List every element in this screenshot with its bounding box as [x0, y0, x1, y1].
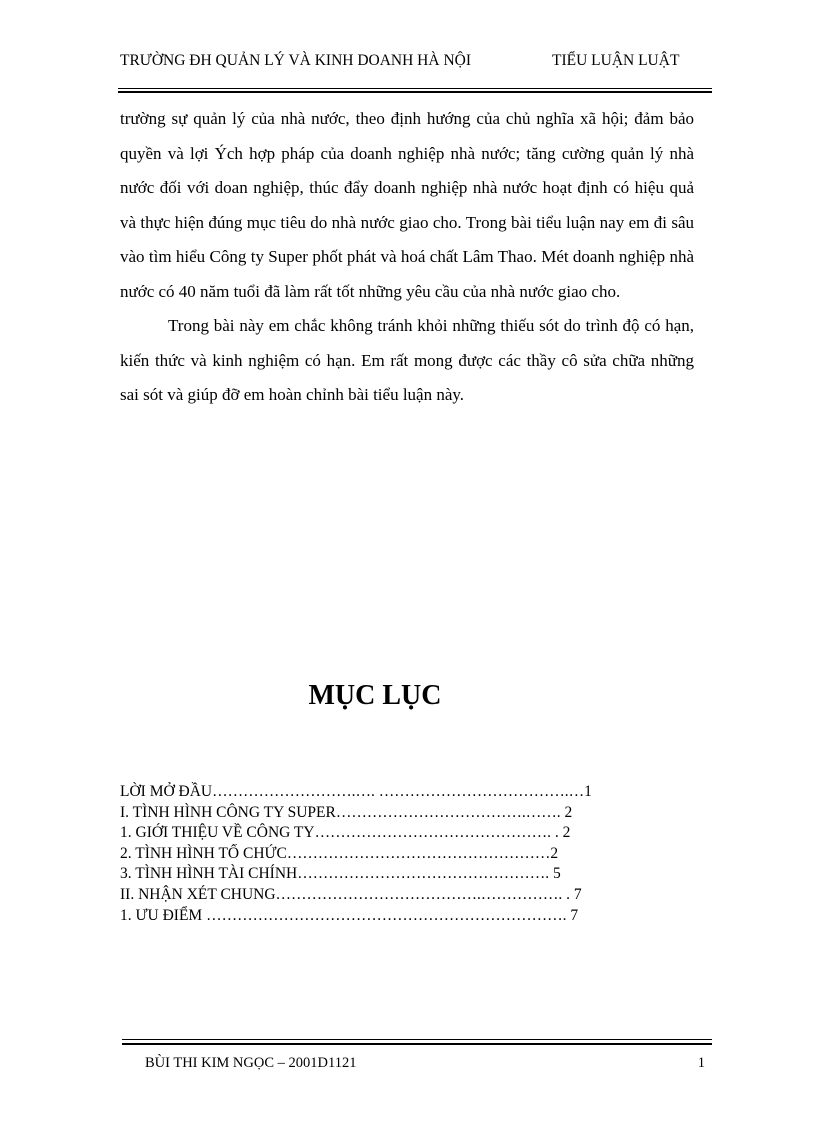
toc-entry-section-2: II. NHẬN XÉT CHUNG………………………………….……………. . 7	[120, 885, 582, 903]
toc-title: MỤC LỤC	[308, 680, 442, 711]
toc-entry-company-intro: 1. GIỚI THIỆU VỀ CÔNG TY………………………………………. . 2	[120, 824, 571, 842]
page-number: 1	[697, 1055, 705, 1071]
paragraph-2: Trong bài này em chắc không tránh khỏi những thiếu sót do trình độ có hạn, kiến thức và kinh nghiệm có hạn. Em rất mong được các thầy cô sửa chữa những sai sót và giúp đỡ em hoàn chỉnh bài tiểu luận này.	[120, 316, 694, 404]
page-header	[120, 52, 696, 74]
toc-entry-finance: 3. TÌNH HÌNH TÀI CHÍNH…………………………………………. 5	[120, 865, 561, 883]
header-document-type: TIỂU LUẬN LUẬT	[552, 52, 680, 69]
footer-author: BÙI THI KIM NGỌC – 2001D1121	[145, 1055, 357, 1071]
toc-entry-advantages: 1. ƯU ĐIỂM ……………………………………………………………. 7	[120, 906, 579, 924]
toc-entry-organization: 2. TÌNH HÌNH TỔ CHỨC……………………………………………2	[120, 844, 559, 862]
toc-entry-intro: LỜI MỞ ĐẦU……………………….…. ……………………………….…1	[120, 783, 592, 800]
header-school-name: TRƯỜNG ĐH QUẢN LÝ VÀ KINH DOANH HÀ NỘI	[120, 52, 471, 69]
header-divider	[118, 88, 712, 93]
footer-divider	[122, 1039, 712, 1045]
toc-entry-section-1: I. TÌNH HÌNH CÔNG TY SUPER……………………………….……. 2	[120, 803, 573, 821]
body-text	[120, 102, 694, 413]
table-of-contents	[120, 782, 696, 926]
paragraph-1: trường sự quản lý của nhà nước, theo định hướng của chủ nghĩa xã hội; đảm bảo quyền và lợi Ých hợp pháp của doanh nghiệp nhà nước; tăng cường quản lý nhà nước đối với doan nghiệp, thúc đẩy doanh nghiệp nhà nước hoạt định có hiệu quả và thực hiện đúng mục tiêu do nhà nước giao cho. Trong bài tiểu luận nay em đi sâu vào tìm hiểu Công ty Super phốt phát và hoá chất Lâm Thao. Mét doanh nghiệp nhà nước có 40 năm tuổi đã làm rất tốt những yêu cầu của nhà nước giao cho.	[120, 109, 694, 301]
